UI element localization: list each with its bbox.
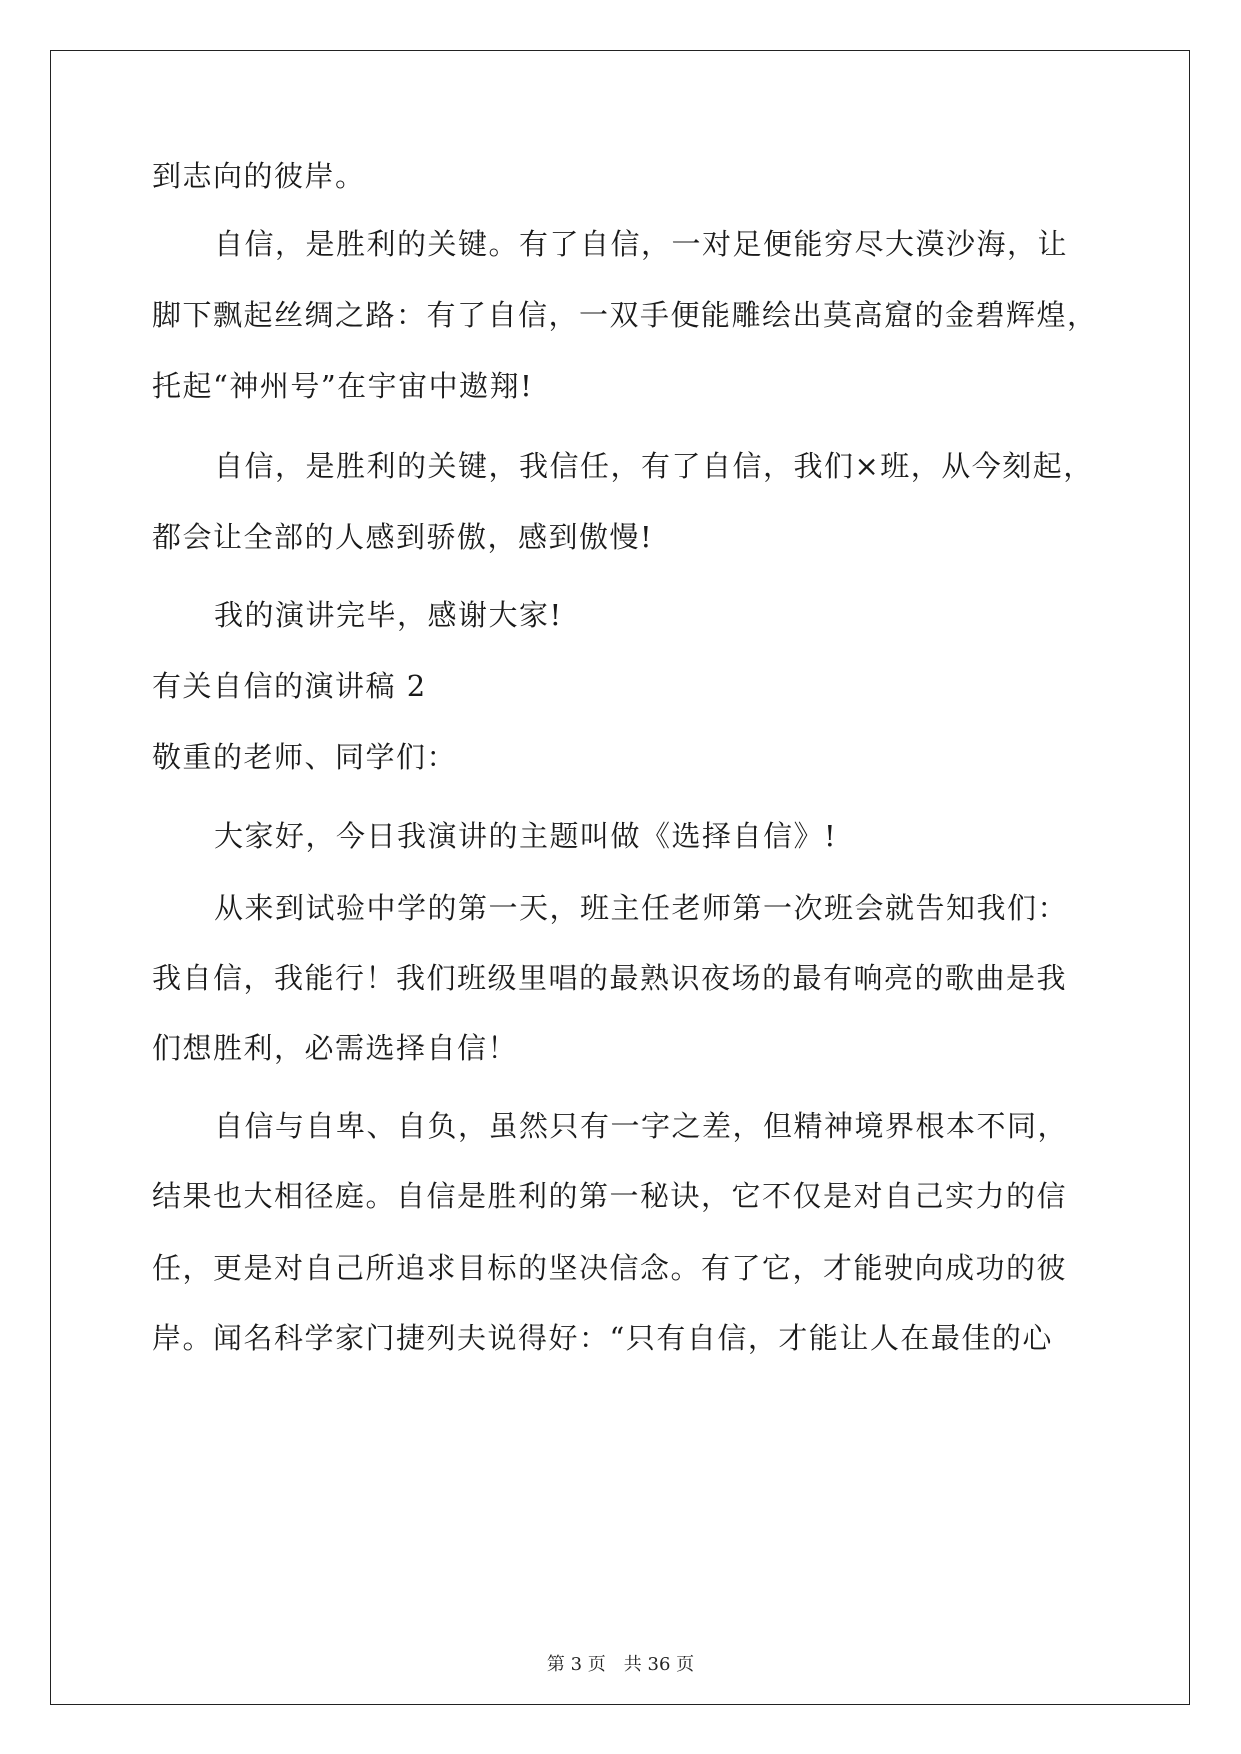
text-line: 自信，是胜利的关键。有了自信，一对足便能穷尽大漠沙海，让 xyxy=(214,227,1069,261)
text-line: 都会让全部的人感到骄傲，感到傲慢! xyxy=(152,520,654,554)
text-line: 大家好，今日我演讲的主题叫做《选择自信》! xyxy=(214,819,838,853)
text-line: 托起“神州号”在宇宙中遨翔! xyxy=(152,369,534,403)
text-line: 们想胜利，必需选择自信！ xyxy=(152,1031,519,1065)
text-line: 从来到试验中学的第一天，班主任老师第一次班会就告知我们： xyxy=(214,891,1069,925)
text-line: 到志向的彼岸。 xyxy=(152,159,366,193)
text-line: 自信与自卑、自负，虽然只有一字之差，但精神境界根本不同， xyxy=(214,1109,1069,1143)
text-line: 我自信，我能行！我们班级里唱的最熟识夜场的最有响亮的歌曲是我 xyxy=(152,961,1068,995)
text-line: 结果也大相径庭。自信是胜利的第一秘诀，它不仅是对自己实力的信 xyxy=(152,1179,1068,1213)
page-number-footer: 第 3 页 共 36 页 xyxy=(546,1654,695,1675)
text-line: 我的演讲完毕，感谢大家! xyxy=(214,598,563,632)
text-line: 自信，是胜利的关键，我信任，有了自信，我们×班，从今刻起， xyxy=(214,449,1094,483)
section-heading: 有关自信的演讲稿 2 xyxy=(152,669,427,703)
text-line: 岸。闻名科学家门捷列夫说得好：“只有自信，才能让人在最佳的心 xyxy=(152,1321,1053,1355)
text-line: 任，更是对自己所追求目标的坚决信念。有了它，才能驶向成功的彼 xyxy=(152,1251,1068,1285)
salutation: 敬重的老师、同学们： xyxy=(152,740,458,774)
text-line: 脚下飘起丝绸之路：有了自信，一双手便能雕绘出莫高窟的金碧辉煌， xyxy=(152,298,1098,332)
